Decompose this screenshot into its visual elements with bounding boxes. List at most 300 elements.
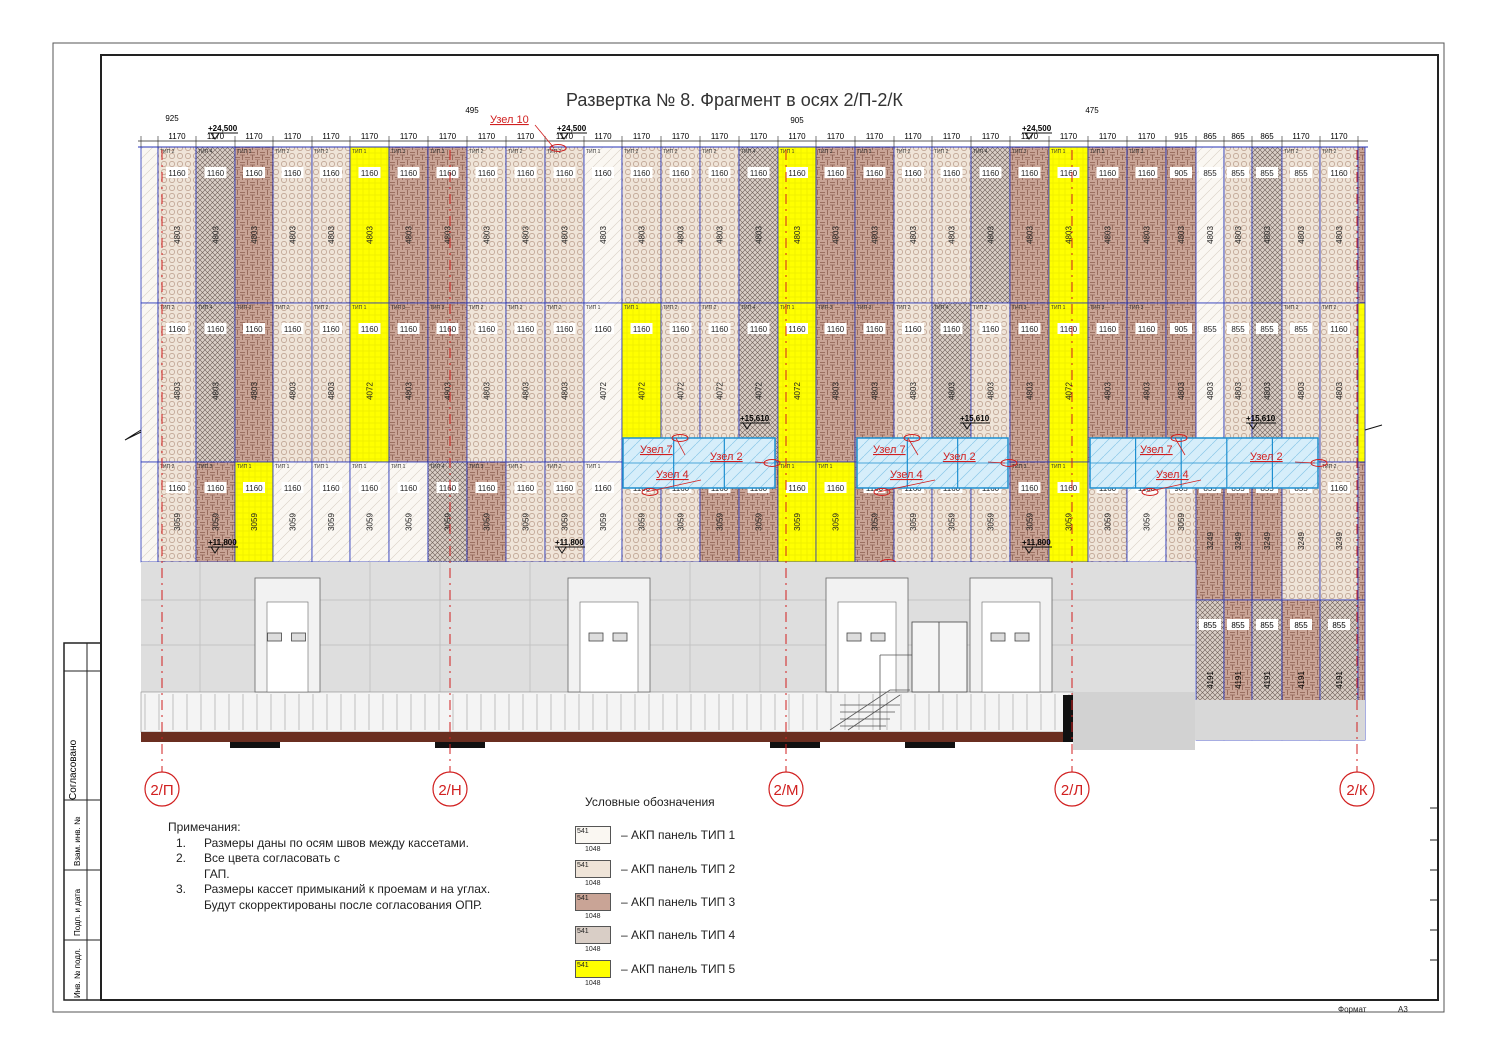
panel-type-tag: ТИП 3	[1012, 305, 1027, 311]
facade-panel	[816, 462, 855, 562]
panel-height-label: 3059	[288, 513, 298, 531]
node-callout: Узел 4	[656, 469, 689, 481]
panel-height-label: 4803	[1177, 382, 1186, 400]
panel-width-label: 855	[1294, 325, 1308, 334]
panel-width-label: 855	[1231, 325, 1245, 334]
dimension-label: 1170	[1020, 132, 1039, 141]
panel-height-label: 4803	[1103, 382, 1113, 400]
panel-height-label: 4803	[1025, 382, 1035, 400]
panel-width-label: 855	[1260, 621, 1274, 630]
panel-type-tag: ТИП 2	[1322, 305, 1337, 311]
panel-type-tag: ТИП 3	[198, 464, 213, 470]
panel-height-label: 4191	[1206, 671, 1215, 689]
panel-type-tag: ТИП 3	[391, 149, 406, 155]
panel-width-label: 1160	[206, 325, 225, 334]
gate-window	[613, 633, 627, 641]
panel-height-label: 4803	[404, 226, 414, 244]
side-stamp	[64, 643, 101, 1000]
panel-height-label: 4803	[870, 382, 880, 400]
panel-type-tag: ТИП 1	[818, 464, 833, 470]
elevation-mark: +15,610	[740, 414, 770, 423]
panel-width-label: 1160	[1098, 325, 1117, 334]
panel-width-label: 1160	[632, 325, 651, 334]
dimension-label: 865	[1203, 132, 1217, 141]
panel-width-label: 1160	[865, 169, 884, 178]
panel-width-label: 1160	[942, 169, 961, 178]
dimension-label: 865	[1260, 132, 1274, 141]
gate-window	[847, 633, 861, 641]
gate-window	[991, 633, 1005, 641]
panel-type-tag: ТИП 3	[1090, 305, 1105, 311]
dimension-label: 1170	[245, 132, 263, 141]
dimension-label: 1170	[477, 132, 496, 141]
dimension-label: 1170	[826, 132, 845, 141]
panel-width-label: 1160	[904, 325, 922, 334]
panel-height-label: 4803	[1263, 382, 1272, 400]
panel-height-label: 4191	[1297, 671, 1306, 689]
panel-type-tag: ТИП 3	[430, 149, 445, 155]
axis-label: 2/К	[1346, 782, 1368, 799]
panel-type-tag: ТИП 3	[1090, 149, 1105, 155]
dimension-label: 1170	[865, 132, 884, 141]
panel-width-label: 1160	[516, 169, 535, 178]
dimension-label: 1170	[399, 132, 418, 141]
panel-height-label: 4803	[1206, 382, 1215, 400]
panel-height-label: 3059	[986, 513, 996, 531]
panel-height-label: 4803	[250, 226, 259, 244]
panel-height-label: 4803	[1142, 226, 1152, 244]
panel-height-label: 4803	[443, 382, 453, 400]
panel-width-label: 1160	[788, 325, 806, 334]
facade-panel	[350, 462, 389, 562]
panel-width-label: 1160	[245, 325, 263, 334]
panel-height-label: 3059	[676, 513, 686, 531]
panel-type-tag: ТИП 3	[430, 305, 445, 311]
panel-height-label: 4803	[909, 226, 918, 244]
panel-type-tag: ТИП 1	[780, 305, 795, 311]
panel-width-label: 1160	[438, 325, 457, 334]
panel-height-label: 3059	[521, 513, 531, 531]
panel-height-label: 4803	[211, 382, 221, 400]
panel-height-label: 3249	[1234, 532, 1243, 550]
panel-height-label: 4803	[560, 382, 570, 400]
panel-width-label: 1160	[1059, 484, 1078, 493]
panel-width-label: 1160	[1098, 169, 1117, 178]
legend-label: – АКП панель ТИП 5	[621, 962, 736, 976]
panel-type-tag: ТИП 2	[702, 149, 717, 155]
panel-height-label: 4803	[1234, 382, 1243, 400]
dimension-label: 1170	[1292, 132, 1310, 141]
panel-height-label: 3059	[404, 513, 414, 531]
panel-height-label: 4803	[327, 226, 336, 244]
panel-type-tag: ТИП 2	[973, 305, 988, 311]
panel-width-label: 1160	[1330, 325, 1348, 334]
node-callout: Узел 2	[943, 451, 976, 463]
panel-height-label: 4803	[831, 382, 841, 400]
node-leader	[535, 125, 554, 148]
panel-type-tag: ТИП 2	[275, 305, 290, 311]
panel-type-tag: ТИП 1	[352, 149, 367, 155]
drawing-title: Развертка № 8. Фрагмент в осях 2/П-2/К	[566, 90, 903, 110]
legend-label: – АКП панель ТИП 4	[621, 928, 736, 942]
panel-height-label: 4803	[909, 382, 918, 400]
dimension-label: 1170	[1098, 132, 1117, 141]
panel-width-label: 1160	[1330, 169, 1348, 178]
facade-panel	[235, 462, 273, 562]
legend-label: – АКП панель ТИП 1	[621, 828, 736, 842]
panel-width-label: 1160	[283, 484, 302, 493]
facade-panel	[428, 462, 467, 562]
panel-height-label: 4803	[288, 382, 298, 400]
node-callout: Узел 7	[1140, 444, 1173, 456]
gate-window	[871, 633, 885, 641]
elevation-mark: +24,500	[1022, 124, 1052, 133]
panel-width-label: 855	[1260, 169, 1274, 178]
panel-height-label: 4191	[1335, 671, 1344, 689]
panel-width-label: 1160	[477, 169, 496, 178]
panel-height-label: 4803	[715, 226, 725, 244]
panel-width-label: 855	[1332, 621, 1346, 630]
panel-width-label: 1160	[360, 325, 379, 334]
panel-height-label: 3059	[211, 513, 221, 531]
panel-width-label: 1160	[1059, 325, 1078, 334]
panel-width-label: 855	[1231, 621, 1245, 630]
panel-height-label: 4803	[831, 226, 841, 244]
panel-type-tag: ТИП 2	[508, 305, 523, 311]
right-margin-ticks	[1430, 808, 1438, 960]
panel-height-label: 4072	[637, 382, 647, 400]
panel-type-tag: ТИП 2	[1284, 149, 1299, 155]
panel-type-tag: ТИП 1	[586, 464, 601, 470]
panel-height-label: 4072	[793, 382, 802, 400]
dimension-label: 1170	[168, 132, 186, 141]
dimension-label: 1170	[710, 132, 729, 141]
node-callout: Узел 4	[1156, 469, 1189, 481]
panel-width-label: 1160	[710, 325, 729, 334]
panel-width-label: 1160	[788, 484, 806, 493]
panel-height-label: 3249	[1263, 532, 1272, 550]
note-item: ГАП.	[204, 866, 230, 881]
panel-type-tag: ТИП 3	[1012, 464, 1027, 470]
facade-panel	[158, 462, 196, 562]
dimension-label: 905	[790, 116, 804, 125]
panel-type-tag: ТИП 3	[1129, 149, 1144, 155]
dimension-label: 1170	[1137, 132, 1156, 141]
facade-panel	[312, 462, 350, 562]
panel-height-label: 4803	[482, 226, 492, 244]
panel-width-label: 1160	[826, 169, 845, 178]
panel-height-label: 3059	[754, 513, 764, 531]
facade-panel	[141, 462, 158, 562]
panel-type-tag: ТИП 3	[1012, 149, 1027, 155]
glazed-entrance	[912, 622, 967, 692]
dimension-label: 1170	[1059, 132, 1078, 141]
dimension-label: 1170	[594, 132, 612, 141]
panel-height-label: 3059	[365, 513, 375, 531]
gate-window	[292, 633, 306, 641]
panel-height-label: 4803	[1335, 226, 1344, 244]
panel-height-label: 3059	[715, 513, 725, 531]
dimension-label: 475	[1085, 106, 1099, 115]
panel-type-tag: ТИП 2	[469, 149, 484, 155]
legend-label: – АКП панель ТИП 2	[621, 862, 736, 876]
panel-height-label: 3249	[1335, 532, 1344, 550]
panel-height-label: 4803	[947, 226, 957, 244]
gate-leaf	[982, 602, 1040, 692]
panel-type-tag: ТИП 3	[857, 305, 872, 311]
panel-type-tag: ТИП 2	[160, 305, 175, 311]
panel-type-tag: ТИП 4	[741, 305, 756, 311]
panel-type-tag: ТИП 1	[586, 149, 601, 155]
node-callout: Узел 7	[640, 444, 673, 456]
panel-width-label: 1160	[360, 169, 379, 178]
dimension-label: 865	[1231, 132, 1245, 141]
axis-label: 2/М	[773, 782, 799, 799]
notes-heading: Примечания:	[168, 820, 241, 834]
node-callout: Узел 2	[710, 451, 743, 463]
gate-window	[268, 633, 282, 641]
node-callout: Узел 2	[1250, 451, 1283, 463]
panel-type-tag: ТИП 3	[391, 305, 406, 311]
panel-height-label: 3059	[1177, 513, 1186, 531]
panel-height-label: 4803	[211, 226, 221, 244]
elevation-mark: +11,800	[1022, 538, 1051, 547]
panel-width-label: 905	[1174, 325, 1188, 334]
panel-type-tag: ТИП 1	[314, 464, 329, 470]
dimension-label: 495	[465, 106, 479, 115]
panel-height-label: 4803	[365, 226, 375, 244]
panel-type-tag: ТИП 3	[818, 305, 833, 311]
panel-width-label: 1160	[555, 169, 574, 178]
facade-panel	[1358, 147, 1365, 303]
panel-width-label: 1160	[283, 325, 302, 334]
panel-height-label: 4803	[754, 226, 764, 244]
panel-width-label: 1160	[1137, 169, 1156, 178]
gate-window	[1015, 633, 1029, 641]
panel-type-tag: ТИП 2	[1322, 149, 1337, 155]
note-item: 3. Размеры кассет примыканий к проемам и на углах.	[176, 882, 491, 896]
panel-type-tag: ТИП 2	[314, 305, 329, 311]
panel-width-label: 1160	[826, 325, 845, 334]
panel-type-tag: ТИП 2	[934, 149, 949, 155]
axis-label: 2/П	[150, 782, 174, 799]
panel-width-label: 1160	[477, 484, 496, 493]
panel-height-label: 4803	[173, 382, 182, 400]
panel-type-tag: ТИП 2	[702, 305, 717, 311]
panel-width-label: 1160	[671, 325, 690, 334]
note-item: Будут скорректированы после согласования ОПР.	[204, 897, 483, 912]
panel-type-tag: ТИП 2	[275, 149, 290, 155]
axis-label: 2/Н	[438, 782, 462, 799]
facade-panel	[1049, 462, 1088, 562]
panel-type-tag: ТИП 1	[237, 464, 252, 470]
panel-type-tag: ТИП 2	[896, 149, 911, 155]
panel-height-label: 4803	[521, 226, 531, 244]
panel-height-label: 4803	[1206, 226, 1215, 244]
panel-height-label: 4072	[754, 382, 764, 400]
panel-width-label: 855	[1260, 325, 1274, 334]
panel-height-label: 4191	[1263, 671, 1272, 689]
dimension-label: 1170	[632, 132, 651, 141]
dimension-label: 925	[165, 114, 179, 123]
elevation-mark: +24,500	[208, 124, 238, 133]
panel-width-label: 855	[1231, 169, 1245, 178]
panel-height-label: 3059	[327, 513, 336, 531]
panel-width-label: 1160	[632, 169, 651, 178]
node-callout: Узел 10	[490, 114, 529, 126]
elevation-mark: +11,800	[555, 538, 584, 547]
panel-width-label: 855	[1294, 621, 1308, 630]
panel-width-label: 855	[1294, 169, 1308, 178]
gate-leaf	[267, 602, 308, 692]
panel-height-label: 4803	[676, 226, 686, 244]
panel-type-tag: ТИП 1	[1051, 464, 1066, 470]
panel-height-label: 4803	[482, 382, 492, 400]
panel-type-tag: ТИП 2	[1284, 305, 1299, 311]
panel-height-label: 3249	[1297, 532, 1306, 550]
dimension-label: 1170	[749, 132, 768, 141]
panel-height-label: 4803	[1103, 226, 1113, 244]
panel-type-tag: ТИП 1	[275, 464, 290, 470]
panel-width-label: 1160	[1137, 325, 1156, 334]
note-item: 2. Все цвета согласовать с	[176, 851, 340, 865]
panel-height-label: 4803	[1142, 382, 1152, 400]
panel-height-label: 3059	[909, 513, 918, 531]
dimension-label: 915	[1174, 132, 1188, 141]
stamp-field-1: Взам. инв. №	[73, 816, 82, 866]
panel-height-label: 4803	[1177, 226, 1186, 244]
panel-type-tag: ТИП 2	[547, 464, 562, 470]
panel-width-label: 1160	[555, 484, 574, 493]
dimension-label: 1170	[283, 132, 302, 141]
elevation-mark: +15,610	[960, 414, 990, 423]
panel-height-label: 4803	[1297, 382, 1306, 400]
panel-type-tag: ТИП 3	[1129, 305, 1144, 311]
panel-type-tag: ТИП 1	[352, 305, 367, 311]
panel-height-label: 3059	[1064, 513, 1074, 531]
panel-type-tag: ТИП 2	[469, 305, 484, 311]
panel-height-label: 4803	[1025, 226, 1035, 244]
panel-width-label: 905	[1174, 169, 1188, 178]
dimension-label: 1170	[206, 132, 225, 141]
panel-type-tag: ТИП 4	[198, 149, 213, 155]
panel-width-label: 1160	[168, 325, 186, 334]
panel-width-label: 855	[1203, 325, 1217, 334]
panel-height-label: 3249	[1206, 532, 1215, 550]
panel-type-tag: ТИП 1	[1051, 305, 1066, 311]
panel-height-label: 4803	[250, 382, 259, 400]
panel-height-label: 4803	[1234, 226, 1243, 244]
panel-width-label: 1160	[1330, 484, 1348, 493]
break-mark	[1365, 425, 1382, 430]
panel-height-label: 3059	[1142, 513, 1152, 531]
facade-panel	[467, 462, 506, 562]
note-item: 1. Размеры даны по осям швов между кассетами.	[176, 835, 469, 850]
axis-label: 2/Л	[1060, 782, 1084, 799]
panel-type-tag: ТИП 2	[547, 149, 562, 155]
facade-panel	[273, 462, 312, 562]
panel-width-label: 1160	[399, 484, 418, 493]
panel-type-tag: ТИП 1	[352, 464, 367, 470]
panel-width-label: 1160	[1020, 325, 1039, 334]
stamp-field-3: Инв. № подл.	[73, 948, 82, 998]
gate-leaf	[838, 602, 896, 692]
facade-panel	[141, 147, 158, 303]
panel-height-label: 3059	[793, 513, 802, 531]
panel-type-tag: ТИП 3	[818, 149, 833, 155]
legend-title: Условные обозначения	[585, 795, 715, 809]
panel-width-label: 1160	[438, 169, 457, 178]
panel-type-tag: ТИП 2	[1322, 464, 1337, 470]
facade-panel	[1358, 303, 1365, 462]
dimension-label: 1170	[438, 132, 457, 141]
panel-width-label: 1160	[1020, 484, 1039, 493]
panel-type-tag: ТИП 2	[624, 149, 639, 155]
panel-width-label: 1160	[788, 169, 806, 178]
panel-type-tag: ТИП 1	[1051, 149, 1066, 155]
panel-width-label: 1160	[322, 169, 340, 178]
panel-width-label: 1160	[555, 325, 574, 334]
facade-panel	[584, 462, 622, 562]
panel-height-label: 4072	[676, 382, 686, 400]
elevation-mark: +24,500	[557, 124, 587, 133]
panel-height-label: 3059	[173, 513, 182, 531]
legend-label: – АКП панель ТИП 3	[621, 895, 736, 909]
panel-height-label: 3059	[560, 513, 570, 531]
panel-type-tag: ТИП 3	[857, 149, 872, 155]
facade-panel	[778, 462, 816, 562]
dimension-label: 1170	[904, 132, 922, 141]
panel-width-label: 1160	[1020, 169, 1039, 178]
panel-width-label: 1160	[245, 484, 263, 493]
panel-type-tag: ТИП 4	[741, 149, 756, 155]
panel-width-label: 1160	[206, 169, 225, 178]
dimension-label: 1170	[516, 132, 535, 141]
format-label: Формат	[1338, 1005, 1367, 1014]
panel-height-label: 3059	[831, 513, 841, 531]
dimension-label: 1170	[360, 132, 379, 141]
panel-type-tag: ТИП 1	[780, 149, 795, 155]
panel-height-label: 3059	[482, 513, 492, 531]
panel-width-label: 1160	[865, 325, 884, 334]
dimension-label: 1170	[322, 132, 340, 141]
dimension-label: 1170	[788, 132, 806, 141]
panel-height-label: 4803	[986, 226, 996, 244]
panel-width-label: 1160	[749, 169, 768, 178]
panel-width-label: 1160	[360, 484, 379, 493]
break-mark	[125, 430, 141, 440]
dimension-label: 1170	[671, 132, 690, 141]
panel-width-label: 1160	[399, 169, 418, 178]
panel-width-label: 1160	[206, 484, 225, 493]
dimension-label: 1170	[555, 132, 574, 141]
panel-height-label: 4803	[793, 226, 802, 244]
panel-width-label: 1160	[516, 484, 535, 493]
panel-height-label: 3059	[443, 513, 453, 531]
panel-height-label: 3059	[1103, 513, 1113, 531]
panel-width-label: 1160	[399, 325, 418, 334]
panel-width-label: 1160	[594, 484, 612, 493]
panel-height-label: 3059	[599, 513, 608, 531]
panel-width-label: 1160	[283, 169, 302, 178]
panel-width-label: 1160	[168, 169, 186, 178]
panel-type-tag: ТИП 2	[896, 305, 911, 311]
panel-height-label: 4191	[1234, 671, 1243, 689]
panel-height-label: 4072	[715, 382, 725, 400]
panel-height-label: 4803	[986, 382, 996, 400]
panel-height-label: 4803	[443, 226, 453, 244]
panel-height-label: 4803	[1064, 226, 1074, 244]
